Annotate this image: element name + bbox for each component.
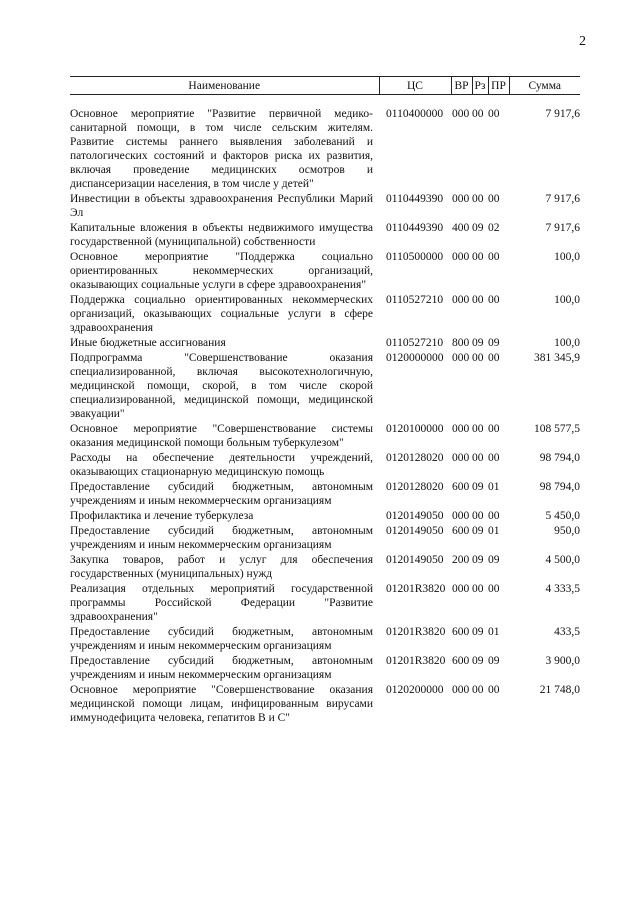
table-row — [70, 625, 580, 654]
row-rz: 09 — [472, 222, 484, 234]
table-row — [70, 221, 580, 250]
row-rz: 09 — [472, 525, 484, 537]
row-name: Основное мероприятие "Совершенствование системы оказания медицинской помощи больным туберкулезом" — [70, 423, 373, 449]
row-rz: 00 — [472, 583, 484, 595]
table-row — [70, 351, 580, 422]
row-rz: 00 — [472, 294, 484, 306]
row-pr: 01 — [488, 626, 500, 638]
row-pr: 00 — [488, 423, 500, 435]
row-vr: 000 — [452, 251, 470, 263]
row-vr: 600 — [452, 525, 470, 537]
row-name: Капитальные вложения в объекты недвижимого имущества государственной (муниципальной) собственности — [70, 222, 373, 248]
row-cs: 0120100000 — [386, 423, 444, 435]
row-name: Подпрограмма "Совершенствование оказания специализированной, включая высокотехнологичную, медицинской помощи, скорой, в том числе скорой специализированной, медицинской помощи, медицинской эвакуации" — [70, 352, 373, 420]
row-cs: 0120149050 — [386, 525, 444, 537]
row-vr: 000 — [452, 193, 470, 205]
header-pr: ПР — [488, 77, 509, 95]
row-sum: 4 500,0 — [545, 554, 580, 566]
row-name: Иные бюджетные ассигнования — [70, 337, 226, 349]
row-sum: 21 748,0 — [539, 684, 580, 696]
row-sum: 5 450,0 — [545, 510, 580, 522]
row-pr: 00 — [488, 583, 500, 595]
header-sum: Сумма — [509, 77, 580, 95]
row-pr: 00 — [488, 352, 500, 364]
row-vr: 000 — [452, 423, 470, 435]
row-cs: 0110500000 — [386, 251, 444, 263]
row-name: Профилактика и лечение туберкулеза — [70, 510, 254, 522]
row-sum: 433,5 — [554, 626, 580, 638]
row-name: Расходы на обеспечение деятельности учреждений, оказывающих стационарную медицинскую помощь — [70, 452, 373, 478]
table-body — [70, 95, 580, 727]
row-pr: 09 — [488, 554, 500, 566]
row-rz: 09 — [472, 481, 484, 493]
row-vr: 600 — [452, 481, 470, 493]
row-pr: 09 — [488, 337, 500, 349]
row-sum: 98 794,0 — [539, 481, 580, 493]
row-cs: 0110527210 — [386, 294, 444, 306]
row-sum: 7 917,6 — [545, 193, 580, 205]
table-row — [70, 553, 580, 582]
row-rz: 00 — [472, 352, 484, 364]
row-cs: 01201R3820 — [386, 626, 446, 638]
row-pr: 00 — [488, 684, 500, 696]
row-sum: 3 900,0 — [545, 655, 580, 667]
row-cs: 0110449390 — [386, 222, 444, 234]
row-cs: 01201R3820 — [386, 583, 446, 595]
row-name: Основное мероприятие "Поддержка социально ориентированных некоммерческих организаций, оказывающих социальные услуги в сфере здравоохранения" — [70, 251, 373, 291]
table-row — [70, 524, 580, 553]
row-name: Основное мероприятие "Совершенствование оказания медицинской помощи лицам, инфицированным вирусами иммунодефицита человека, гепатитов В и С" — [70, 684, 373, 724]
row-sum: 950,0 — [554, 525, 580, 537]
row-cs: 0110527210 — [386, 337, 444, 349]
row-pr: 01 — [488, 481, 500, 493]
row-rz: 09 — [472, 626, 484, 638]
row-vr: 400 — [452, 222, 470, 234]
row-sum: 108 577,5 — [534, 423, 580, 435]
table-header-row — [70, 77, 580, 95]
row-cs: 0120128020 — [386, 481, 444, 493]
row-cs: 01201R3820 — [386, 655, 446, 667]
row-cs: 0120149050 — [386, 554, 444, 566]
row-cs: 0120200000 — [386, 684, 444, 696]
row-vr: 600 — [452, 655, 470, 667]
table-row — [70, 250, 580, 293]
row-sum: 100,0 — [554, 251, 580, 263]
table-row — [70, 582, 580, 625]
header-vr: ВР — [451, 77, 472, 95]
row-pr: 00 — [488, 193, 500, 205]
row-name: Предоставление субсидий бюджетным, автономным учреждениям и иным некоммерческим организациям — [70, 481, 373, 507]
header-cs: ЦС — [379, 77, 451, 95]
row-rz: 00 — [472, 684, 484, 696]
row-sum: 98 794,0 — [539, 452, 580, 464]
table-row — [70, 192, 580, 221]
row-name: Предоставление субсидий бюджетным, автономным учреждениям и иным некоммерческим организациям — [70, 655, 373, 681]
row-name: Основное мероприятие "Развитие первичной медико-санитарной помощи, в том числе сельским жителям. Развитие системы раннего выявления заболеваний и патологических состояний и факторов риска их развития, включая проведение медицинских осмотров и диспансеризации населения, в том числе у детей" — [70, 108, 373, 190]
row-vr: 000 — [452, 294, 470, 306]
row-vr: 800 — [452, 337, 470, 349]
row-rz: 00 — [472, 423, 484, 435]
row-pr: 01 — [488, 525, 500, 537]
row-name: Поддержка социально ориентированных некоммерческих организаций, оказывающих социальные услуги в сфере здравоохранения — [70, 294, 373, 334]
row-cs: 0120128020 — [386, 452, 444, 464]
page-number: 2 — [579, 34, 586, 49]
row-rz: 00 — [472, 510, 484, 522]
row-rz: 00 — [472, 193, 484, 205]
row-pr: 09 — [488, 655, 500, 667]
header-name: Наименование — [70, 77, 379, 95]
table-row — [70, 293, 580, 336]
row-rz: 09 — [472, 655, 484, 667]
row-pr: 00 — [488, 108, 500, 120]
row-vr: 000 — [452, 352, 470, 364]
table-row — [70, 509, 580, 524]
row-cs: 0120149050 — [386, 510, 444, 522]
row-pr: 00 — [488, 510, 500, 522]
budget-table — [70, 76, 580, 726]
row-vr: 000 — [452, 452, 470, 464]
row-name: Инвестиции в объекты здравоохранения Республики Марий Эл — [70, 193, 373, 219]
row-vr: 000 — [452, 108, 470, 120]
row-sum: 7 917,6 — [545, 222, 580, 234]
row-cs: 0120000000 — [386, 352, 444, 364]
row-pr: 00 — [488, 251, 500, 263]
row-cs: 0110449390 — [386, 193, 444, 205]
row-vr: 000 — [452, 510, 470, 522]
row-sum: 100,0 — [554, 294, 580, 306]
row-vr: 600 — [452, 626, 470, 638]
row-vr: 000 — [452, 684, 470, 696]
table-row — [70, 480, 580, 509]
row-sum: 100,0 — [554, 337, 580, 349]
row-pr: 02 — [488, 222, 500, 234]
table-row — [70, 654, 580, 683]
row-rz: 09 — [472, 554, 484, 566]
row-rz: 09 — [472, 337, 484, 349]
row-sum: 7 917,6 — [545, 108, 580, 120]
row-sum: 381 345,9 — [534, 352, 580, 364]
row-sum: 4 333,5 — [545, 583, 580, 595]
row-name: Предоставление субсидий бюджетным, автономным учреждениям и иным некоммерческим организациям — [70, 626, 373, 652]
row-name: Предоставление субсидий бюджетным, автономным учреждениям и иным некоммерческим организациям — [70, 525, 373, 551]
table-row — [70, 336, 580, 351]
row-rz: 00 — [472, 251, 484, 263]
table-row — [70, 451, 580, 480]
header-rz: Рз — [472, 77, 488, 95]
table-row — [70, 95, 580, 193]
row-rz: 00 — [472, 452, 484, 464]
row-name: Закупка товаров, работ и услуг для обеспечения государственных (муниципальных) нужд — [70, 554, 373, 580]
row-pr: 00 — [488, 294, 500, 306]
row-pr: 00 — [488, 452, 500, 464]
row-rz: 00 — [472, 108, 484, 120]
row-name: Реализация отдельных мероприятий государственной программы Российской Федерации "Развитие здравоохранения" — [70, 583, 373, 623]
row-vr: 000 — [452, 583, 470, 595]
row-vr: 200 — [452, 554, 470, 566]
table-row — [70, 683, 580, 726]
table-row — [70, 422, 580, 451]
row-cs: 0110400000 — [386, 108, 444, 120]
